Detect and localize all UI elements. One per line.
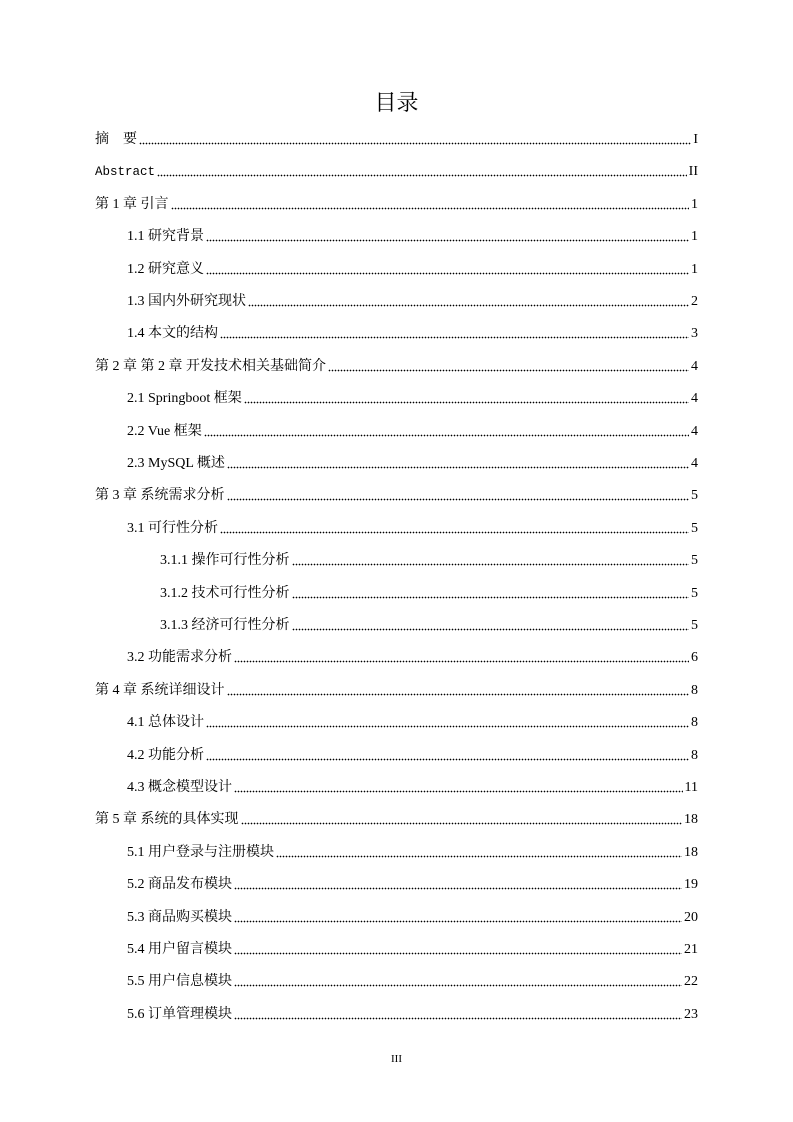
dot-leader (234, 781, 683, 793)
dot-leader (206, 716, 689, 728)
dot-leader (220, 522, 689, 534)
toc-entry[interactable] (127, 389, 698, 409)
toc-entry-label: 1.3 国内外研究现状 (127, 294, 246, 309)
dot-leader (234, 878, 682, 890)
dot-leader (234, 943, 682, 955)
toc-entry-label: 2.2 Vue 框架 (127, 423, 202, 439)
dot-leader (220, 327, 689, 339)
dot-leader (157, 165, 687, 177)
dot-leader (227, 457, 689, 469)
toc-entry-label: 3.1.2 技术可行性分析 (160, 585, 290, 601)
toc-entry-page-number: 4 (691, 358, 698, 374)
toc-entry-label: 1.1 研究背景 (127, 229, 204, 245)
toc-entry-page-number: 19 (684, 877, 698, 893)
toc-entry-page-number: 6 (691, 650, 698, 666)
toc-entry-page-number: 5 (691, 520, 698, 536)
toc-entry-page-number: 4 (691, 423, 698, 439)
toc-entry-page-number: 1 (691, 229, 698, 245)
dot-leader (227, 684, 690, 696)
dot-leader (241, 813, 683, 825)
toc-entry-label: 第 3 章 系统需求分析 (95, 488, 225, 504)
page-title: 目录 (374, 90, 419, 115)
dot-leader (139, 133, 691, 145)
toc-entry-page-number: 2 (691, 294, 698, 309)
toc-entry[interactable] (127, 422, 698, 442)
dot-leader (292, 554, 690, 566)
toc-entry-label: 第 2 章 第 2 章 开发技术相关基础简介 (95, 358, 326, 374)
toc-entry-page-number: 5 (691, 585, 698, 601)
toc-entry[interactable] (127, 746, 698, 766)
toc-entry-page-number: 5 (691, 553, 698, 569)
dot-leader (206, 230, 689, 242)
page-number-footer: III (391, 1053, 402, 1065)
toc-entry[interactable] (127, 843, 698, 863)
toc-entry-label: 第 1 章 引言 (95, 196, 169, 212)
toc-entry[interactable] (95, 130, 698, 150)
toc-entry[interactable] (127, 972, 698, 992)
dot-leader (227, 489, 690, 501)
toc-entry[interactable] (127, 940, 698, 960)
dot-leader (234, 911, 682, 923)
dot-leader (234, 975, 682, 987)
toc-entry-label: 2.3 MySQL 概述 (127, 456, 225, 471)
toc-entry-label: 3.1.1 操作可行性分析 (160, 553, 290, 569)
toc-entry[interactable] (127, 1005, 698, 1025)
toc-entry-page-number: 5 (691, 488, 698, 504)
toc-entry-page-number: 3 (691, 326, 698, 342)
toc-entry[interactable] (95, 357, 698, 377)
toc-entry[interactable] (127, 713, 698, 733)
dot-leader (248, 295, 689, 307)
toc-entry-page-number: 8 (691, 747, 698, 763)
toc-entry-page-number: 5 (691, 618, 698, 633)
toc-entry-page-number: 8 (691, 682, 698, 698)
toc-entry-label: 3.1 可行性分析 (127, 520, 218, 536)
toc-entry-label: 第 5 章 系统的具体实现 (95, 812, 239, 828)
toc-entry[interactable] (127, 292, 698, 312)
toc-entry[interactable] (160, 584, 698, 604)
toc-entry[interactable] (127, 519, 698, 539)
toc-entry-page-number: 8 (691, 715, 698, 731)
toc-entry-label: 5.2 商品发布模块 (127, 877, 232, 893)
toc-entry-page-number: 21 (684, 942, 698, 957)
toc-entry-page-number: 18 (684, 812, 698, 828)
toc-entry[interactable] (95, 195, 698, 215)
toc-entry-page-number: 1 (691, 196, 698, 212)
toc-entry-label: 4.1 总体设计 (127, 715, 204, 731)
toc-entry-page-number: 22 (684, 974, 698, 990)
toc-entry-label: 3.2 功能需求分析 (127, 650, 232, 666)
toc-entry[interactable] (127, 324, 698, 344)
toc-entry-label: 3.1.3 经济可行性分析 (160, 618, 290, 633)
toc-entry[interactable] (127, 454, 698, 474)
dot-leader (276, 846, 682, 858)
toc-entry-label: 1.2 研究意义 (127, 261, 204, 277)
toc-entry-label: 摘 要 (95, 132, 137, 147)
toc-entry-label: 1.4 本文的结构 (127, 326, 218, 342)
dot-leader (292, 587, 690, 599)
toc-entry-page-number: 18 (684, 844, 698, 860)
toc-entry-label: Abstract (95, 165, 156, 180)
toc-entry[interactable] (127, 908, 698, 928)
toc-entry-page-number: II (688, 164, 698, 180)
dot-leader (204, 425, 689, 437)
toc-entry-page-number: 23 (684, 1006, 698, 1022)
toc-entry-page-number: 11 (684, 780, 698, 795)
toc-entry[interactable] (127, 648, 698, 668)
toc-entry[interactable] (95, 810, 698, 830)
toc-entry[interactable] (95, 681, 698, 701)
toc-entry-label: 5.1 用户登录与注册模块 (127, 844, 274, 860)
toc-entry-page-number: 4 (691, 391, 698, 407)
dot-leader (206, 749, 689, 761)
toc-entry-page-number: 20 (684, 909, 698, 925)
toc-entry-page-number: 4 (691, 456, 698, 471)
toc-entry-label: 5.4 用户留言模块 (127, 942, 232, 957)
toc-entry[interactable] (95, 486, 698, 506)
dot-leader (234, 651, 689, 663)
toc-entry[interactable] (95, 162, 698, 182)
toc-entry-label: 5.5 用户信息模块 (127, 974, 232, 990)
toc-entry[interactable] (127, 260, 698, 280)
toc-entry-label: 4.3 概念模型设计 (127, 780, 232, 795)
dot-leader (328, 360, 689, 372)
toc-entry-label: 4.2 功能分析 (127, 747, 204, 763)
dot-leader (244, 392, 689, 404)
toc-entry-page-number: I (693, 132, 698, 147)
dot-leader (171, 198, 690, 210)
toc-entry[interactable] (127, 227, 698, 247)
toc-entry[interactable] (160, 616, 698, 636)
toc-entry[interactable] (127, 778, 698, 798)
dot-leader (206, 263, 689, 275)
dot-leader (292, 619, 690, 631)
toc-entry-page-number: 1 (691, 261, 698, 277)
toc-entry-label: 5.3 商品购买模块 (127, 909, 232, 925)
toc-entry[interactable] (127, 875, 698, 895)
toc-entry-label: 5.6 订单管理模块 (127, 1006, 232, 1022)
toc-entry[interactable] (160, 551, 698, 571)
toc-entry-label: 第 4 章 系统详细设计 (95, 682, 225, 698)
dot-leader (234, 1008, 682, 1020)
toc-entry-label: 2.1 Springboot 框架 (127, 391, 242, 407)
